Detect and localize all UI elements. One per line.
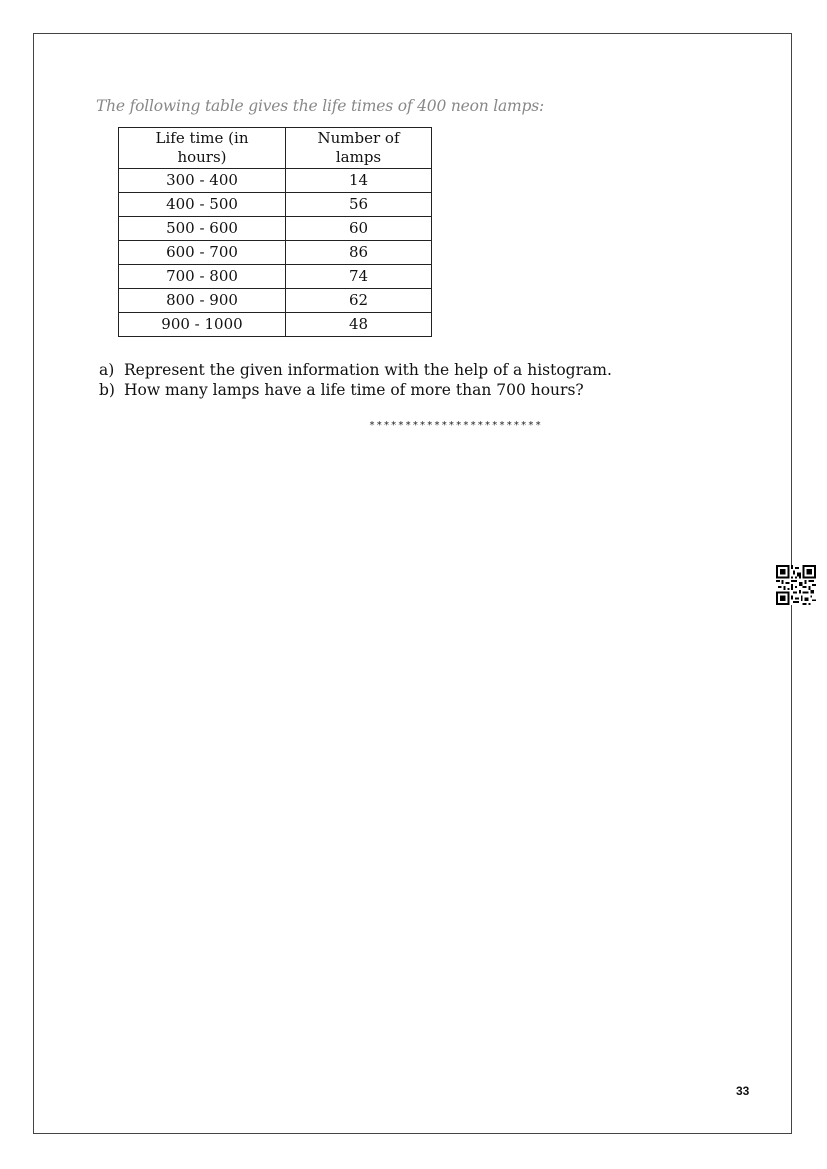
qr-code-icon	[776, 565, 816, 605]
question-marker: a)	[99, 361, 115, 379]
count-cell: 60	[286, 217, 432, 241]
count-cell: 74	[286, 265, 432, 289]
table-header-row	[119, 128, 432, 169]
lifetime-table	[118, 127, 432, 337]
table-row	[119, 169, 432, 193]
header-lifetime	[119, 128, 286, 169]
count-cell: 48	[286, 313, 432, 337]
table-row	[119, 217, 432, 241]
lifetime-cell: 500 - 600	[119, 217, 286, 241]
lifetime-cell: 700 - 800	[119, 265, 286, 289]
table-row	[119, 313, 432, 337]
lifetime-cell: 400 - 500	[119, 193, 286, 217]
separator-stars: ************************	[369, 420, 543, 431]
table-row	[119, 289, 432, 313]
question-a	[99, 360, 612, 380]
header-number-of-lamps	[286, 128, 432, 169]
question-text: Represent the given information with the help of a histogram.	[124, 361, 612, 379]
table-row	[119, 265, 432, 289]
lifetime-cell: 800 - 900	[119, 289, 286, 313]
question-list	[99, 360, 612, 400]
lifetime-cell: 300 - 400	[119, 169, 286, 193]
header-lifetime-label: Life time (in hours)	[155, 129, 249, 166]
intro-text: The following table gives the life times of 400 neon lamps:	[96, 97, 545, 115]
question-text: How many lamps have a life time of more than 700 hours?	[124, 381, 584, 399]
page-number: 33	[736, 1084, 750, 1098]
count-cell: 62	[286, 289, 432, 313]
lifetime-cell: 600 - 700	[119, 241, 286, 265]
count-cell: 86	[286, 241, 432, 265]
question-marker: b)	[99, 381, 115, 399]
table-row	[119, 193, 432, 217]
question-b	[99, 380, 612, 400]
count-cell: 56	[286, 193, 432, 217]
header-number-label: Number of lamps	[317, 129, 400, 166]
table-row	[119, 241, 432, 265]
count-cell: 14	[286, 169, 432, 193]
lifetime-cell: 900 - 1000	[119, 313, 286, 337]
